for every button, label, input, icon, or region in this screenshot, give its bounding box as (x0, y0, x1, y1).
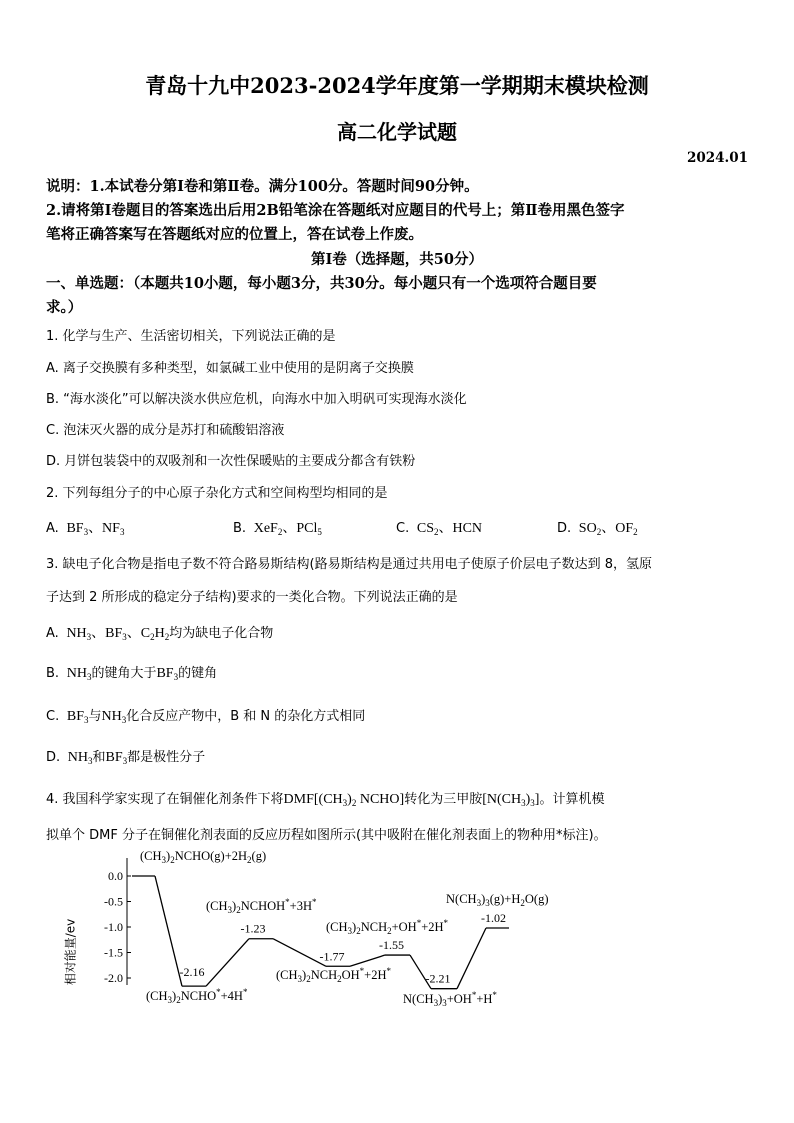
q1-option-b: B. “海水淡化”可以解决淡水供应危机，向海水中加入明矾可实现海水淡化 (46, 392, 467, 407)
page-subtitle: 高二化学试题 (337, 120, 457, 144)
species-label-5: $N(CH_3)_3+OH^*+H^*$ (403, 990, 497, 1008)
q2-option-d: D. $SO_2$、$OF_2$ (557, 521, 638, 537)
q4-stem-part-c: 。计算机模 (539, 792, 605, 807)
q3-option-d-letter: D. (46, 750, 61, 765)
species-label-3: $(CH_3)_2NCH_2OH^*+2H^*$ (276, 966, 391, 984)
q3-option-c-letter: C. (46, 709, 60, 724)
q1-option-a: A. 离子交换膜有多种类型，如氯碱工业中使用的是阴离子交换膜 (46, 361, 414, 376)
value-label: -1.02 (481, 911, 506, 926)
instruction-line-3: 笔将正确答案写在答题纸对应的位置上，答在试卷上作废。 (46, 226, 423, 243)
species-label-4: $(CH_3)_2NCH_2+OH^*+2H^*$ (326, 918, 449, 936)
y-tick-label: -1.5 (104, 945, 123, 960)
q4-stem-line-1: 4. 我国科学家实现了在铜催化剂条件下将$DMF[(CH_3)_2$ NCHO]转化为三甲胺$[N(CH_3)_3]$。计算机模 (46, 792, 605, 808)
energy-connector (155, 876, 182, 986)
value-label: -1.23 (240, 921, 266, 936)
section1-line-2: 求。） (46, 299, 83, 316)
q4-stem-part-b: 转化为三甲胺 (404, 792, 483, 807)
q1-option-c: C. 泡沫灭火器的成分是苏打和硫酸铝溶液 (46, 423, 285, 438)
species-label-1: $(CH_3)_2NCHO^*+4H^*$ (146, 987, 248, 1005)
part1-title: 第Ⅰ卷（选择题，共50分） (311, 251, 483, 268)
q2-option-c-letter: C. (396, 521, 410, 536)
q3-stem-line-1: 3. 缺电子化合物是指电子数不符合路易斯结构(路易斯结构是通过共用电子使原子价层电子数达到 8，氢原 (46, 557, 653, 572)
q3-option-c: C. $BF_3$与$NH_3$化合反应产物中，B 和 N 的杂化方式相同 (46, 709, 366, 725)
y-axis-label: 相对能量/ev (63, 918, 78, 986)
species-label-0: $(CH_3)_2NCHO(g)+2H_2(g)$ (140, 849, 267, 865)
q3-option-b-mid: 的键角大于 (91, 666, 157, 681)
value-label: -2.16 (179, 965, 205, 980)
q2-option-a-letter: A. (46, 521, 59, 536)
q3-option-a-text: 均为缺电子化合物 (169, 626, 274, 641)
q2-option-d-letter: D. (557, 521, 572, 536)
q3-stem-line-2: 子达到 2 所形成的稳定分子结构)要求的一类化合物。下列说法正确的是 (46, 590, 458, 605)
species-label-2: $(CH_3)_2NCHOH^*+3H^*$ (206, 897, 317, 915)
q2-option-b-letter: B. (233, 521, 247, 536)
y-tick-label: 0.0 (108, 869, 123, 883)
q3-option-b: B. $NH_3$的键角大于$BF_3$的键角 (46, 666, 218, 682)
species-label-6: $N(CH_3)_3(g)+H_2O(g)$ (446, 892, 549, 908)
q3-option-c-mid: 与 (88, 709, 102, 724)
q4-stem-line-2: 拟单个 DMF 分子在铜催化剂表面的反应历程如图所示(其中吸附在催化剂表面上的物种用*标注)。 (46, 828, 607, 843)
q3-option-b-text: 的键角 (178, 666, 218, 681)
q3-option-c-text: 化合反应产物中，B 和 N 的杂化方式相同 (126, 709, 366, 724)
energy-connector (273, 939, 326, 967)
energy-connector (206, 939, 249, 986)
section1-line-1: 一、单选题：（本题共10小题，每小题3分，共30分。每小题只有一个选项符合题目要 (46, 275, 597, 292)
q2-option-c: C. $CS_2$、HCN (396, 521, 483, 537)
y-tick-label: -1.0 (104, 920, 123, 934)
q4-stem-part-a: 4. 我国科学家实现了在铜催化剂条件下将 (46, 792, 284, 807)
y-tick-label: -0.5 (104, 894, 123, 909)
q3-option-d-mid: 和 (92, 750, 106, 765)
value-label: -2.21 (425, 971, 451, 986)
y-tick-label: -2.0 (104, 971, 123, 985)
q2-stem: 2. 下列每组分子的中心原子杂化方式和空间构型均相同的是 (46, 486, 388, 501)
exam-date: 2024.01 (686, 150, 748, 166)
page-title: 青岛十九中2023-2024学年度第一学期期末模块检测 (145, 73, 649, 98)
q2-option-a: A. $BF_3$、$NF_3$ (46, 521, 125, 537)
instruction-line-2: 2.请将第Ⅰ卷题目的答案选出后用2B铅笔涂在答题纸对应题目的代号上；第Ⅱ卷用黑色签字 (46, 202, 625, 219)
q3-option-b-letter: B. (46, 666, 60, 681)
q1-stem: 1. 化学与生产、生活密切相关，下列说法正确的是 (46, 329, 336, 344)
instruction-line-1: 说明：1.本试卷分第Ⅰ卷和第Ⅱ卷。满分100分。答题时间90分钟。 (46, 178, 479, 195)
q3-option-d-text: 都是极性分子 (127, 750, 206, 765)
energy-connector (457, 928, 486, 989)
value-label: -1.77 (319, 949, 345, 964)
q3-option-a: A. $NH_3$、$BF_3$、$C_2H_2$均为缺电子化合物 (46, 626, 274, 642)
q3-option-a-letter: A. (46, 626, 59, 641)
q3-option-d: D. $NH_3$和$BF_3$都是极性分子 (46, 750, 206, 766)
q2-option-b: B. XeF$_2$、PCl$_5$ (233, 521, 322, 537)
value-label: -1.55 (379, 938, 404, 953)
energy-connector (350, 955, 385, 966)
q1-option-d: D. 月饼包装袋中的双吸剂和一次性保暖贴的主要成分都含有铁粉 (46, 454, 416, 469)
